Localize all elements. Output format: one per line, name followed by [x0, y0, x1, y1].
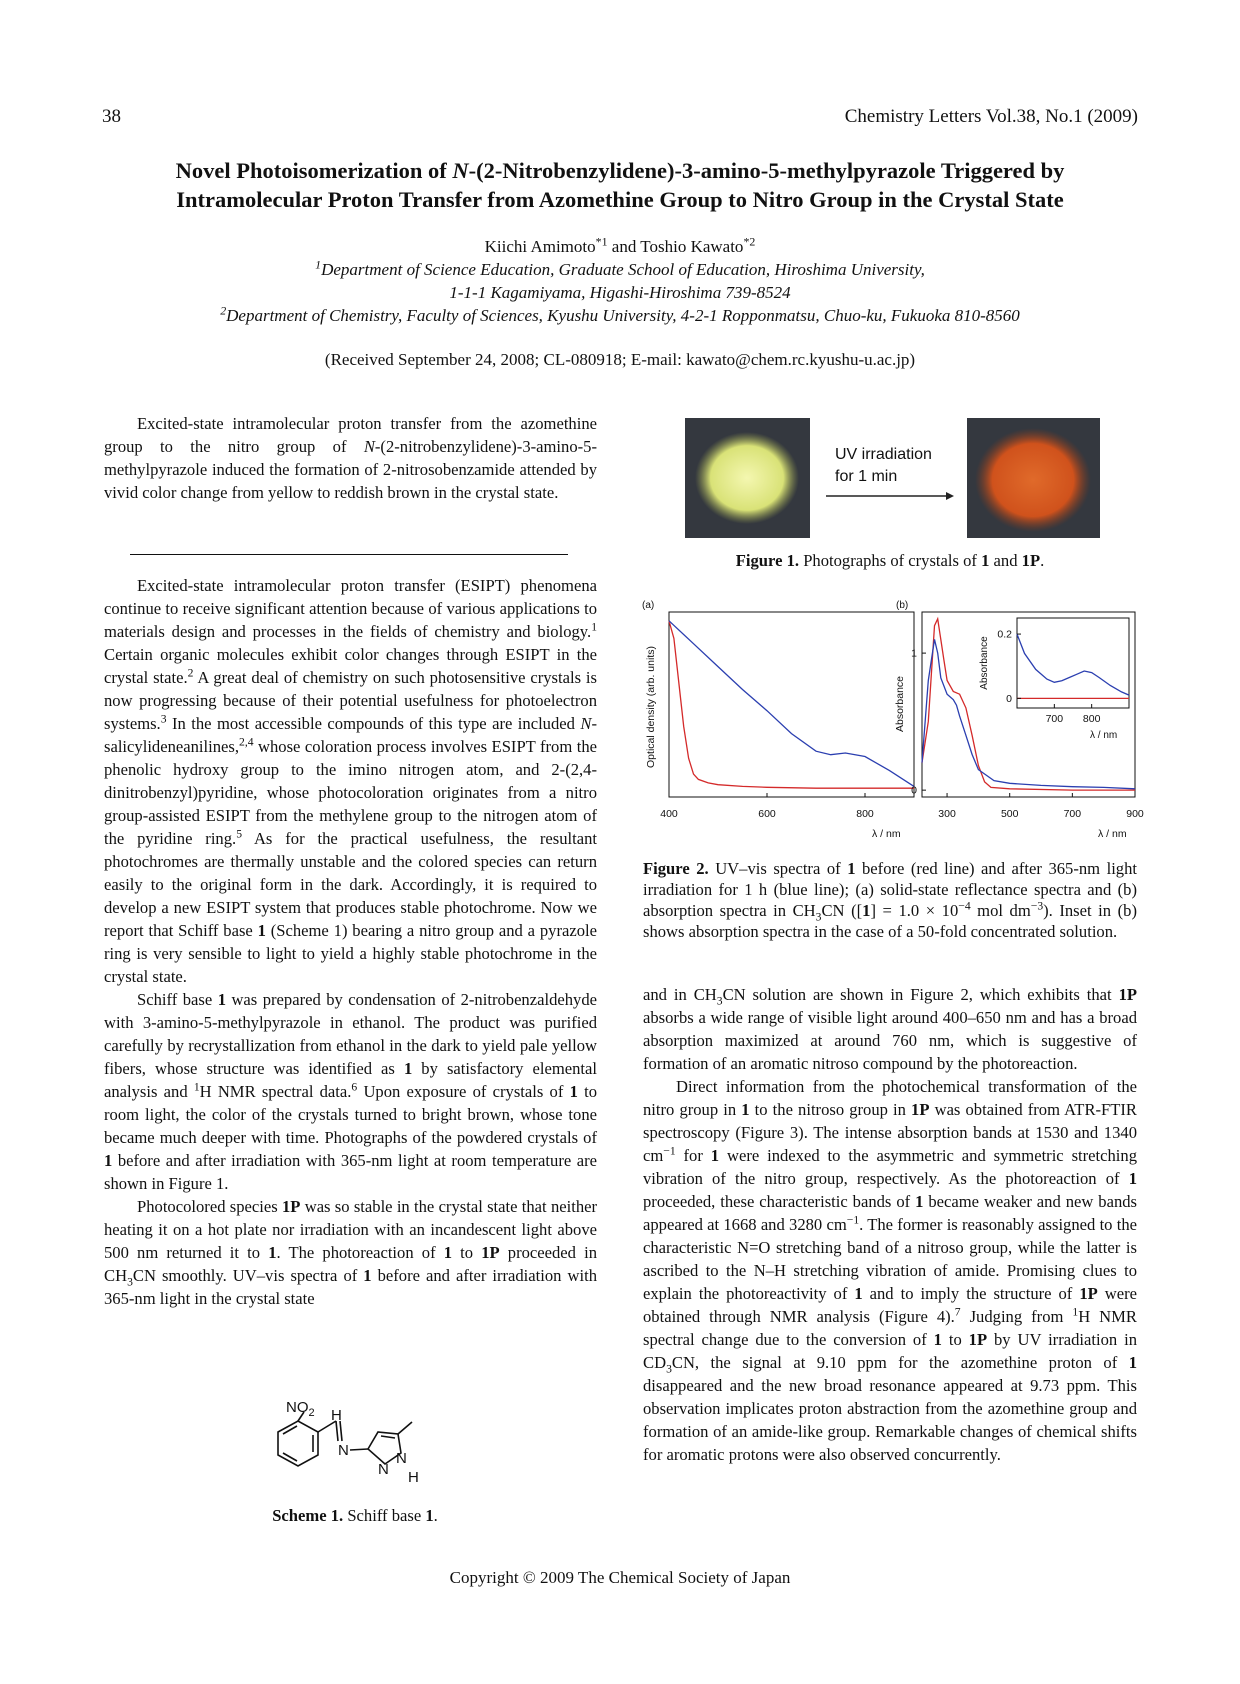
- figure1-caption: Figure 1. Photographs of crystals of 1 and 1P.: [735, 551, 1045, 570]
- x-tick-label: 500: [1000, 808, 1019, 820]
- x-tick-label: 300: [938, 808, 956, 820]
- arrow-icon: [826, 489, 956, 503]
- paper-title: Novel Photoisomerization of N-(2-Nitrobenzylidene)-3-amino-5-methylpyrazole Triggered by Intramolecular Proton Transfer from Azomethine Group to Nitro Group in the Crystal State: [175, 158, 1065, 212]
- no2-label: $NO_2$: [286, 1399, 315, 1419]
- series-line-a-1: [669, 621, 914, 787]
- scheme-caption: Scheme 1. Schiff base 1.: [272, 1506, 438, 1525]
- uv-irradiation-label: UV irradiation for 1 min: [835, 446, 932, 485]
- y-tick-label: 1: [911, 647, 917, 660]
- crystal-photo-before: [685, 418, 810, 538]
- h-label: H: [331, 1407, 342, 1424]
- panel-b-ylabel: Absorbance: [894, 675, 906, 733]
- x-tick-label: 700: [1063, 808, 1082, 820]
- inset-xlabel: λ / nm: [1090, 730, 1118, 741]
- benzene-ring: [278, 1421, 318, 1466]
- scheme-structure: [258, 1392, 458, 1502]
- abstract: Excited-state intramolecular proton transfer from the azomethine group to the nitro group of N-(2-nitrobenzylidene)-3-amino-5-methylpyrazole induced the formation of 2-nitrosobenzamide attended by vivid color change from yellow to reddish brown in the crystal state.: [104, 414, 597, 502]
- y-tick-label: 0: [1006, 692, 1012, 705]
- body-left-column: Excited-state intramolecular proton transfer (ESIPT) phenomena continue to receive significant attention because of various applications to materials design and processes in the fields of chemistry and biology.$^1$ Certain organic molecules exhibit color changes through ESIPT in the crystal state.$^2$ A great deal of chemistry on such photosensitive crystals is now progressing because of their potential usefulness for photoelectron systems.$^3$ In the most accessible compounds of this type are included N-salicylideneanilines,$^{2,4}$ whose coloration process involves ESIPT from the phenolic hydroxy group to the imino nitrogen atom, and 2-(2,4-dinitrobenzyl)pyridine, whose photocoloration originates from a nitro group-assisted ESIPT from the methylene group to the nitrogen atom of the pyridine ring.$^5$ As for the practical usefulness, the resultant photochromes are thermally unstable and the colored species can return easily to the original form in the dark. Accordingly, it is required to develop a new ESIPT system that produces stable photochrome. Now we report that Schiff base 1 (Scheme 1) bearing a nitro group and a pyrazole ring is very sensible to light to yield a highly stable photochrome in the crystal state. Schiff base 1 was prepared by condensation of 2-nitrobenzaldehyde with 3-amino-5-methylpyrazole in ethanol. The product was purified carefully by recrystallization from ethanol in the dark to yield pale yellow fibers, whose structure was identified as 1 by satisfactory elemental analysis and $^1$H NMR spectral data.$^6$ Upon exposure of crystals of 1 to room light, the color of the crystals turned to bright brown, whose tone became much deeper with time. Photographs of the powdered crystals of 1 before and after irradiation with 365-nm light at room temperature are shown in Figure 1. Photocolored species 1P was so stable in the crystal state that neither heating it on a hot plate nor irradiation with an incandescent light above 500 nm returned it to 1. The photoreaction of 1 to 1P proceeded in $CH_3CN$ smoothly. UV–vis spectra of 1 before and after irradiation with 365-nm light in the crystal state: [104, 576, 598, 1308]
- x-tick-label: 600: [758, 808, 776, 820]
- panel-a-frame: [669, 612, 914, 797]
- crystal-photo-after: [967, 418, 1100, 538]
- panel-a-xlabel: λ / nm: [872, 828, 901, 840]
- inset-ylabel: Absorbance: [979, 636, 990, 690]
- inset-frame: [1017, 618, 1129, 708]
- panel-b-xlabel: λ / nm: [1098, 828, 1127, 840]
- figure2-chart: [640, 592, 1144, 842]
- figure2-caption: Figure 2. UV–vis spectra of 1 before (red line) and after 365-nm light irradiation for 1 h (blue line); (a) solid-state reflectance spectra and (b) absorption spectra in $CH_3CN$ ($[1] = 1.0 \times 10^{-4}$ mol $dm^{-3}$). Inset in (b) shows absorption spectra in the case of a 50-fold concentrated solution.: [643, 859, 1138, 941]
- journal-header: Chemistry Letters Vol.38, No.1 (2009): [844, 106, 1138, 127]
- panel-a-label: (a): [642, 600, 655, 611]
- x-tick-label: 700: [1045, 713, 1064, 725]
- received-line: (Received September 24, 2008; CL-080918; E-mail: kawato@chem.rc.kyushu-u.ac.jp): [324, 350, 916, 369]
- authors-block: Kiichi Amimoto$^{*1}$ and Toshio Kawato$^{*2}$ $^1$Department of Science Education, Graduate School of Education, Hiroshima University, 1-1-1 Kagamiyama, Higashi-Hiroshima 739-8524 $^2$Department of Chemistry, Faculty of Sciences, Kyushu University, 4-2-1 Ropponmatsu, Chuo-ku, Fukuoka 810-8560: [220, 234, 1020, 325]
- abstract-divider: [130, 554, 568, 555]
- panel-b-label: (b): [896, 600, 909, 611]
- y-tick-label: 0: [911, 784, 917, 797]
- page-number: 38: [102, 106, 121, 127]
- x-tick-label: 400: [660, 808, 678, 820]
- x-tick-label: 800: [1082, 713, 1101, 725]
- x-tick-label: 900: [1126, 808, 1144, 820]
- nh-label: H: [408, 1469, 419, 1486]
- ring-n2-label: N: [396, 1450, 407, 1467]
- panel-a-ylabel: Optical density (arb. units): [645, 646, 657, 768]
- copyright-footer: Copyright © 2009 The Chemical Society of Japan: [449, 1568, 791, 1587]
- imine-n-label: N: [338, 1442, 349, 1459]
- x-tick-label: 800: [856, 808, 874, 820]
- body-right-column: and in $CH_3CN$ solution are shown in Figure 2, which exhibits that 1P absorbs a wide range of visible light around 400–650 nm and has a broad absorption maximized at around 760 nm, which is suggestive of formation of an aromatic nitroso compound by the photoreaction. Direct information from the photochemical transformation of the nitro group in 1 to the nitroso group in 1P was obtained from ATR-FTIR spectroscopy (Figure 3). The intense absorption bands at 1530 and 1340 $cm^{-1}$ for 1 were indexed to the asymmetric and symmetric stretching vibration of the nitro group, respectively. As the photoreaction of 1 proceeded, these characteristic bands of 1 became weaker and new bands appeared at 1668 and 3280 $cm^{-1}$. The former is reasonably assigned to the characteristic N=O stretching band of a nitroso group, while the latter is ascribed to the N–H stretching vibration of amide. Promising clues to explain the photoreactivity of 1 and to imply the structure of 1P were obtained through NMR analysis (Figure 4).$^7$ Judging from $^1$H NMR spectral change due to the conversion of 1 to 1P by UV irradiation in $CD_3CN$, the signal at 9.10 ppm for the azomethine proton of 1 disappeared and the new broad resonance appeared at 9.73 ppm. This observation implicates proton abstraction from the azomethine group and formation of an amide-like group. Remarkable changes of chemical shifts for aromatic protons were also observed concurrently.: [643, 985, 1138, 1464]
- ring-n1-label: N: [378, 1461, 389, 1478]
- y-tick-label: 0.2: [997, 628, 1012, 641]
